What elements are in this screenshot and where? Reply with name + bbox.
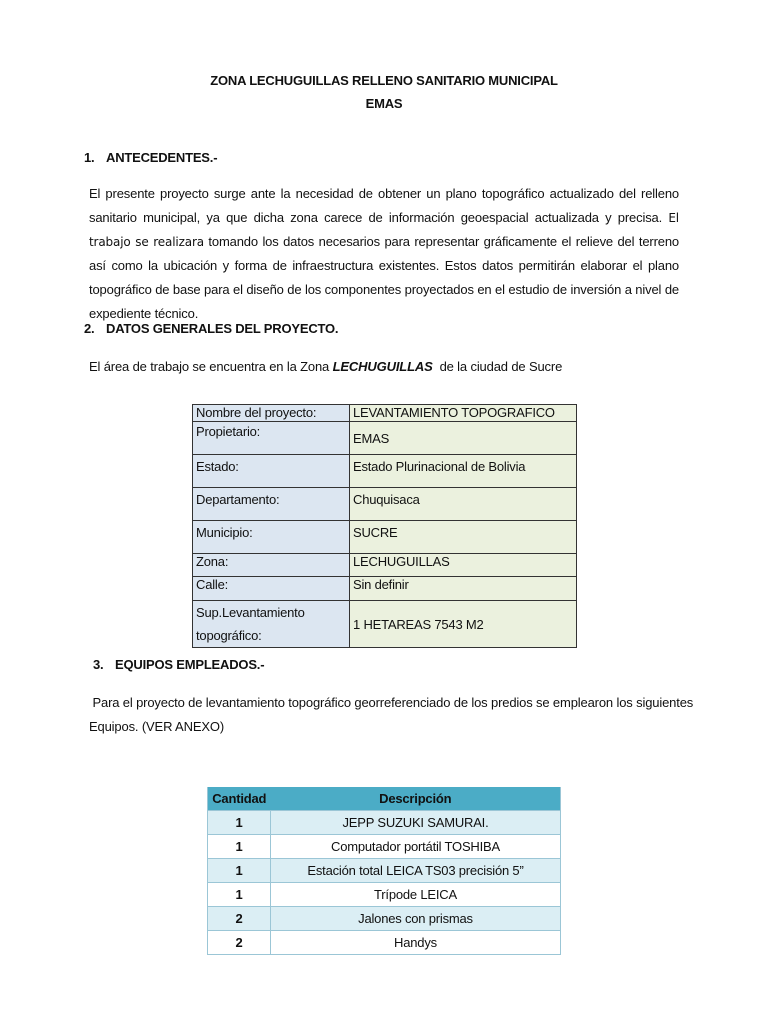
- row-value: SUCRE: [350, 521, 577, 554]
- equipment-table: [207, 787, 561, 955]
- quantity-cell: 2: [208, 907, 271, 931]
- quantity-cell: 2: [208, 931, 271, 955]
- table-row: [193, 405, 577, 422]
- row-label: Nombre del proyecto:: [193, 405, 350, 422]
- table-row: [193, 577, 577, 601]
- row-value: Estado Plurinacional de Bolivia: [350, 455, 577, 488]
- row-label: Propietario:: [193, 422, 350, 455]
- project-data-table: [192, 404, 577, 648]
- table-row: [208, 907, 561, 931]
- table-row: [193, 488, 577, 521]
- column-header-quantity: Cantidad: [208, 787, 271, 811]
- quantity-cell: 1: [208, 811, 271, 835]
- quantity-cell: 1: [208, 883, 271, 907]
- section2-heading: [84, 321, 338, 336]
- quantity-cell: 1: [208, 835, 271, 859]
- section1-heading-text: ANTECEDENTES.-: [106, 150, 218, 165]
- table-row: [208, 811, 561, 835]
- quantity-cell: 1: [208, 859, 271, 883]
- section2-number: 2.: [84, 321, 95, 336]
- section1-heading: [84, 150, 217, 165]
- table-row: [193, 601, 577, 648]
- description-cell: Jalones con prismas: [271, 907, 561, 931]
- table-row: [193, 521, 577, 554]
- section3-text-line2: Equipos. (VER ANEXO): [89, 719, 224, 734]
- section1-paragraph: [89, 182, 679, 326]
- description-cell: Computador portátil TOSHIBA: [271, 835, 561, 859]
- description-cell: Handys: [271, 931, 561, 955]
- table-row: [208, 931, 561, 955]
- table-row: [208, 859, 561, 883]
- section2-heading-text: DATOS GENERALES DEL PROYECTO.: [106, 321, 339, 336]
- row-label: Sup.Levantamiento topográfico:: [193, 601, 350, 648]
- section2-intro-zone: LECHUGUILLAS: [332, 359, 433, 374]
- section3-heading-text: EQUIPOS EMPLEADOS.-: [115, 657, 265, 672]
- section2-intro: [89, 359, 562, 374]
- row-label: Calle:: [193, 577, 350, 601]
- section1-text-c: tomando los datos necesarios para representar gráficamente el relieve del terreno así como la ubicación y forma de infraestructura existentes. Estos datos permitirán elaborar el plano topográfico de base para el diseño de los componentes proyectados en el estudio de inversión a nivel de expediente técnico.: [89, 234, 679, 321]
- row-label: Zona:: [193, 554, 350, 577]
- row-value: Sin definir: [350, 577, 577, 601]
- table-row: [193, 455, 577, 488]
- column-header-description: Descripción: [271, 787, 561, 811]
- row-value: LEVANTAMIENTO TOPOGRAFICO: [350, 405, 577, 422]
- section1-text-b: El trabajo se realizara: [89, 211, 679, 249]
- section2-intro-b: de la ciudad de Sucre: [432, 359, 563, 374]
- table-row: [193, 422, 577, 455]
- section3-number: 3.: [93, 657, 104, 672]
- table-row: [208, 883, 561, 907]
- row-value: EMAS: [350, 422, 577, 455]
- row-label: Estado:: [193, 455, 350, 488]
- section2-intro-a: El área de trabajo se encuentra en la Zona: [89, 359, 333, 374]
- row-value: 1 HETAREAS 7543 M2: [350, 601, 577, 648]
- section3-heading: [93, 657, 264, 672]
- table-row: [208, 835, 561, 859]
- section1-text-a: El presente proyecto surge ante la necesidad de obtener un plano topográfico actualizado del relleno sanitario municipal, ya que dicha zona carece de información geoespacial actualizada y precisa.: [89, 186, 679, 225]
- row-label: Departamento:: [193, 488, 350, 521]
- document-title: ZONA LECHUGUILLAS RELLENO SANITARIO MUNICIPAL: [210, 73, 558, 88]
- description-cell: JEPP SUZUKI SAMURAI.: [271, 811, 561, 835]
- row-value: LECHUGUILLAS: [350, 554, 577, 577]
- row-value: Chuquisaca: [350, 488, 577, 521]
- description-cell: Estación total LEICA TS03 precisión 5”: [271, 859, 561, 883]
- section1-number: 1.: [84, 150, 95, 165]
- row-label: Municipio:: [193, 521, 350, 554]
- table-header-row: [208, 787, 561, 811]
- description-cell: Trípode LEICA: [271, 883, 561, 907]
- document-subtitle: EMAS: [365, 96, 403, 111]
- section3-text-line1: Para el proyecto de levantamiento topográfico georreferenciado de los predios se emplearon los siguientes: [89, 695, 694, 710]
- table-row: [193, 554, 577, 577]
